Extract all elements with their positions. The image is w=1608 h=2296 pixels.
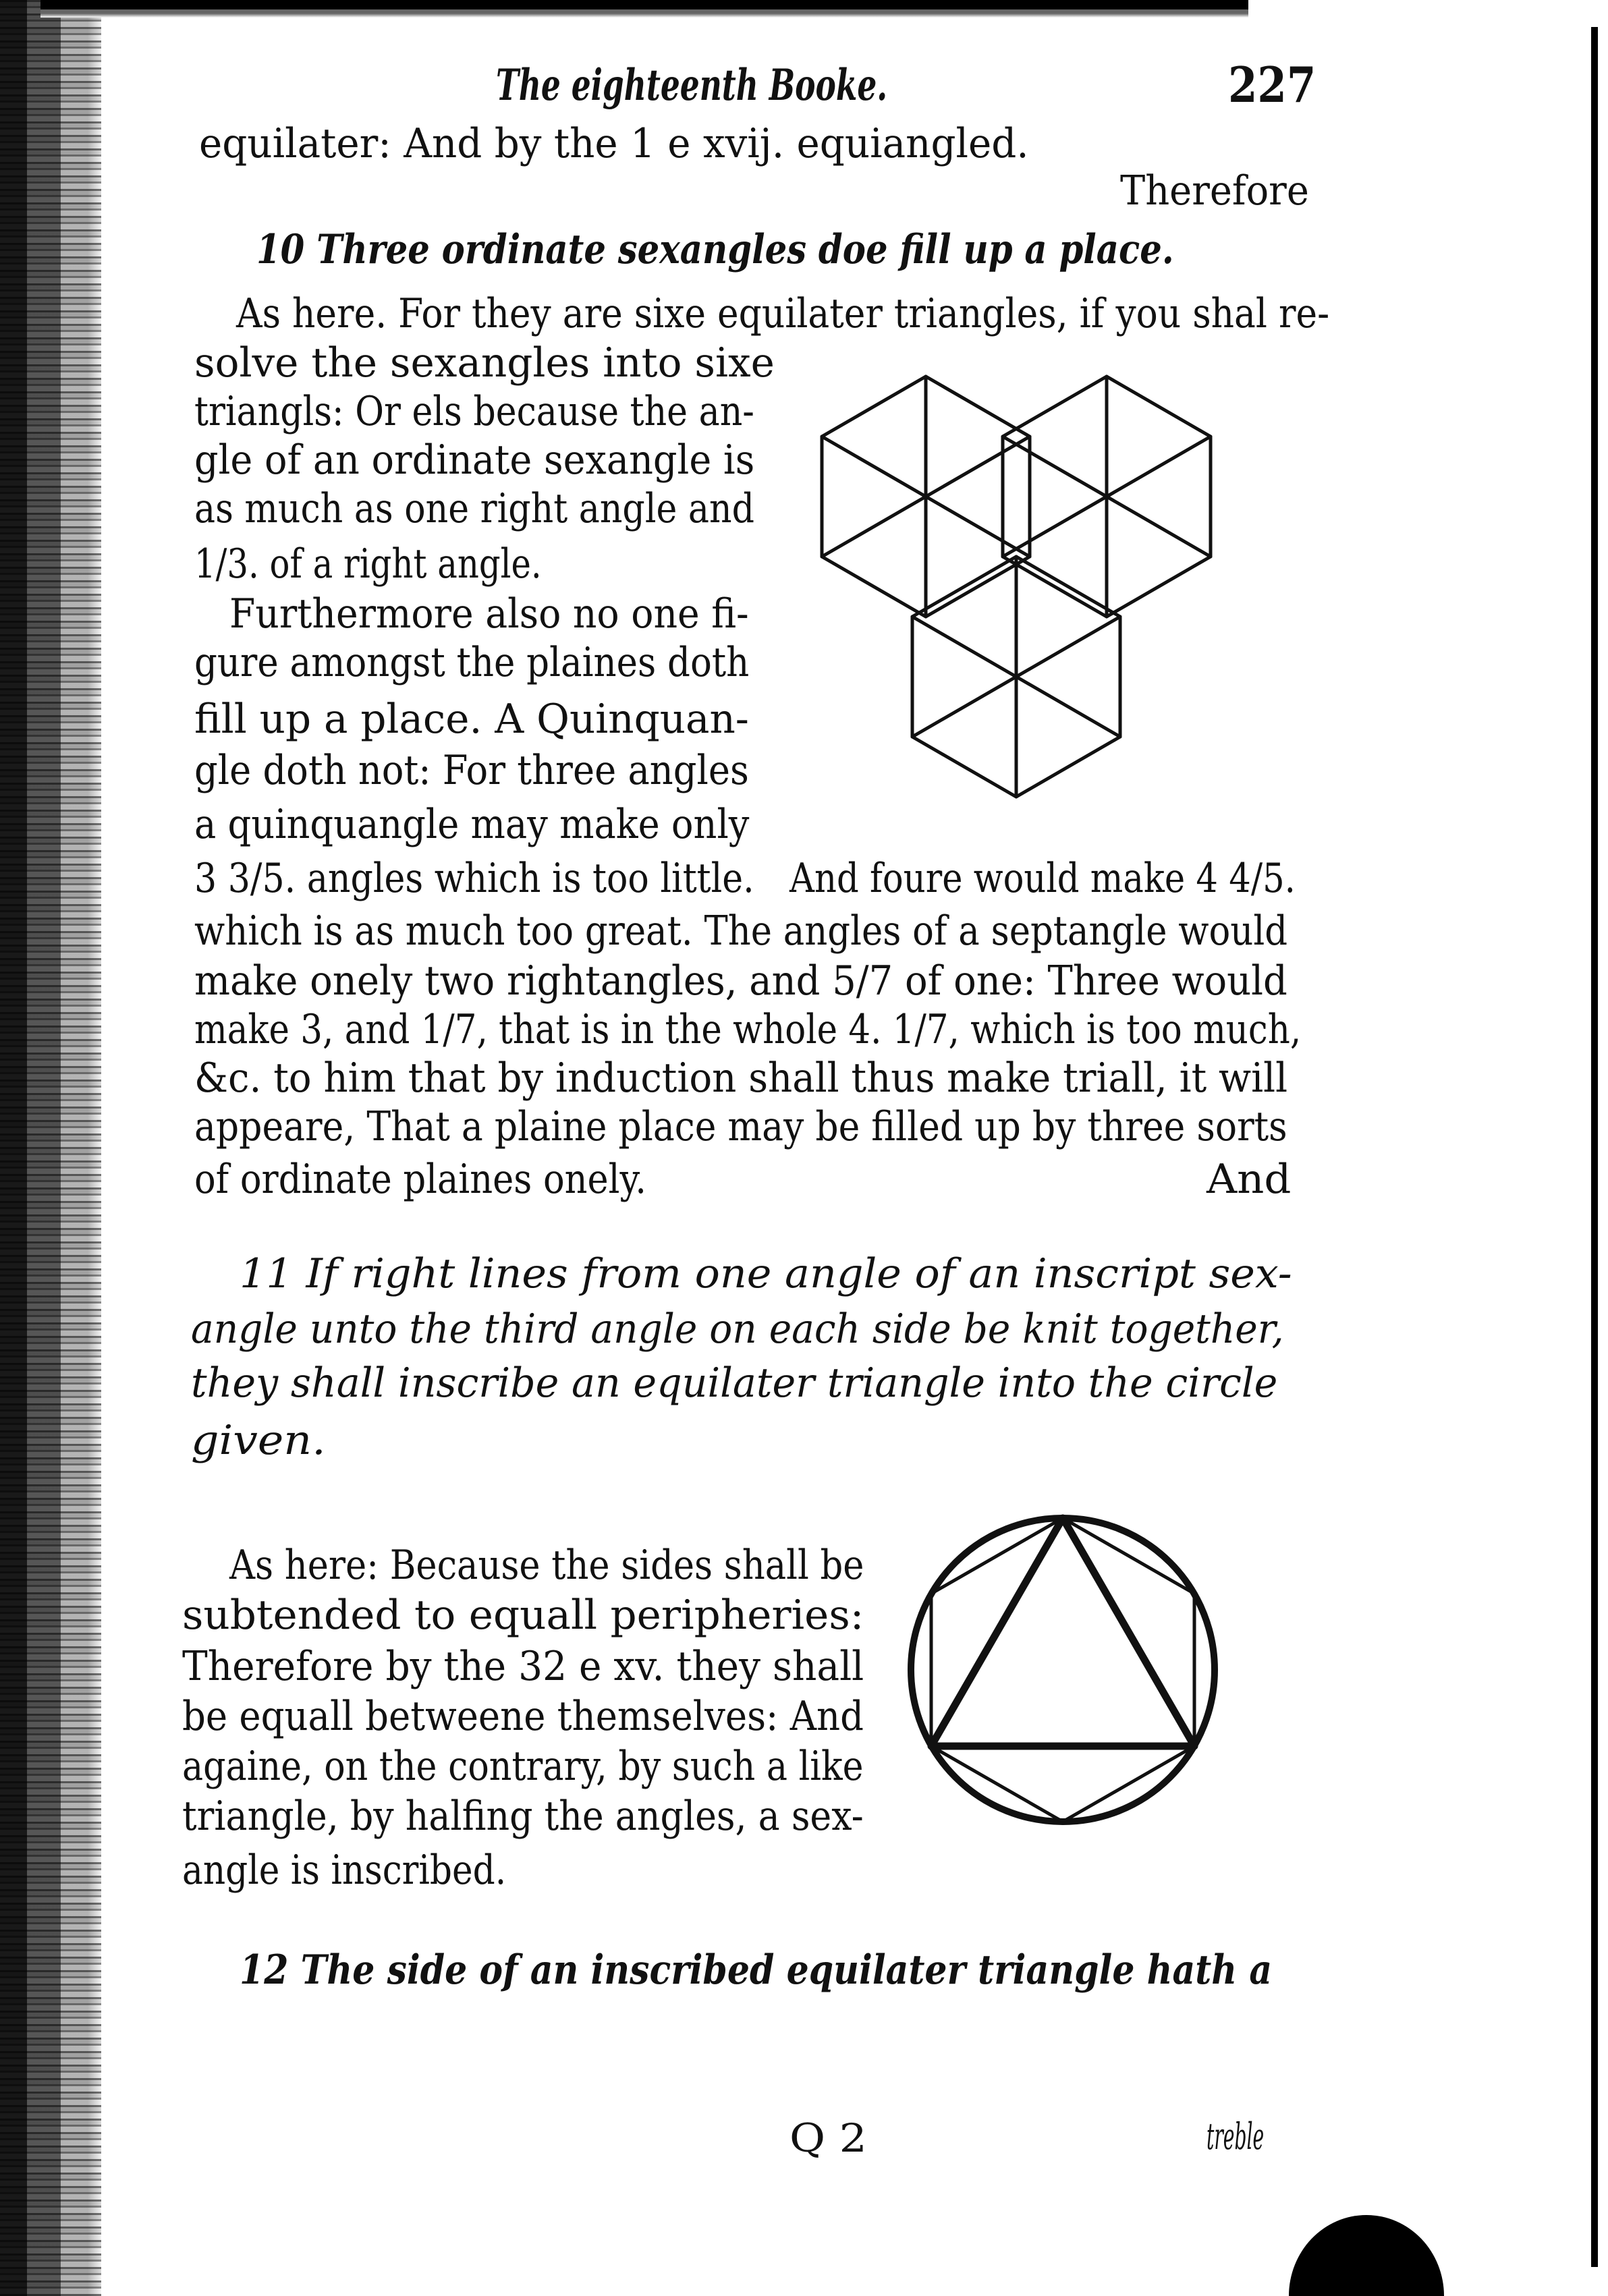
text-line: &c. to him that by induction shall thus make triall, it will [194, 1055, 1288, 1102]
scan-right-edge [1591, 27, 1598, 2267]
circle [911, 1518, 1215, 1822]
text-line: a quinquangle may make only [194, 801, 750, 848]
text-line: make 3, and 1/7, that is in the whole 4. 1/7, which is too much, [194, 1006, 1302, 1053]
text-line: Therefore [1120, 167, 1309, 215]
text-line: make onely two rightangles, and 5/7 of one: Three would [194, 957, 1287, 1005]
page-number: 227 [1228, 56, 1316, 113]
text-line: gle doth not: For three angles [194, 747, 749, 794]
text-line: angle is inscribed. [182, 1847, 507, 1894]
text-line: 3 3/5. angles which is too little. [194, 855, 754, 902]
text-line: triangls: Or els because the an- [194, 388, 754, 435]
proposition-heading: they shall inscribe an equilater triangle into the circle [191, 1360, 1278, 1407]
text-line: 1/3. of a right angle. [194, 540, 542, 588]
text-line: Furthermore also no one fi- [229, 590, 749, 638]
text-line: As here: Because the sides shall be [229, 1542, 864, 1589]
inscribed-triangle-figure [897, 1505, 1228, 1835]
text-line: Therefore by the 32 e xv. they shall [182, 1643, 864, 1690]
text-line: which is as much too great. The angles of a septangle would [194, 907, 1288, 955]
proposition-heading: given. [191, 1417, 326, 1464]
scan-binding-edge [0, 0, 101, 2296]
scan-top-edge [40, 0, 1248, 18]
text-line: againe, on the contrary, by such a like [182, 1743, 864, 1790]
text-line: of ordinate plaines onely. [194, 1156, 646, 1203]
text-line: gure amongst the plaines doth [194, 639, 750, 686]
proposition-heading: 10 Three ordinate sexangles doe fill up a place. [256, 226, 1174, 273]
text-line: equilater: And by the 1 e xvij. equiangled. [199, 120, 1029, 167]
text-line: triangle, by halfing the angles, a sex- [182, 1793, 864, 1840]
proposition-heading: angle unto the third angle on each side be knit together, [191, 1306, 1284, 1353]
inscribed-hexagon [931, 1518, 1194, 1822]
text-line: as much as one right angle and [194, 485, 754, 532]
text-line: fill up a place. A Quinquan- [194, 696, 749, 743]
text-line: subtended to equall peripheries: [182, 1592, 864, 1639]
text-line: And foure would make 4 4/5. [789, 855, 1296, 902]
ink-blot [1289, 2215, 1444, 2296]
text-line: gle of an ordinate sexangle is [194, 437, 755, 484]
catchword: treble [1207, 2115, 1265, 2158]
running-head: The eighteenth Booke. [496, 60, 888, 111]
three-hexagons-figure [803, 364, 1235, 810]
text-line: appeare, That a plaine place may be filled up by three sorts [194, 1103, 1287, 1150]
proposition-heading: 11 If right lines from one angle of an inscript sex- [240, 1250, 1292, 1297]
text-line: As here. For they are sixe equilater triangles, if you shal re- [236, 290, 1330, 337]
signature-mark: Q 2 [789, 2115, 867, 2161]
proposition-heading: 12 The side of an inscribed equilater triangle hath a [240, 1947, 1273, 1994]
text-line: be equall betweene themselves: And [182, 1693, 864, 1740]
text-line: solve the sexangles into sixe [194, 339, 775, 387]
text-line: And [1207, 1156, 1292, 1203]
